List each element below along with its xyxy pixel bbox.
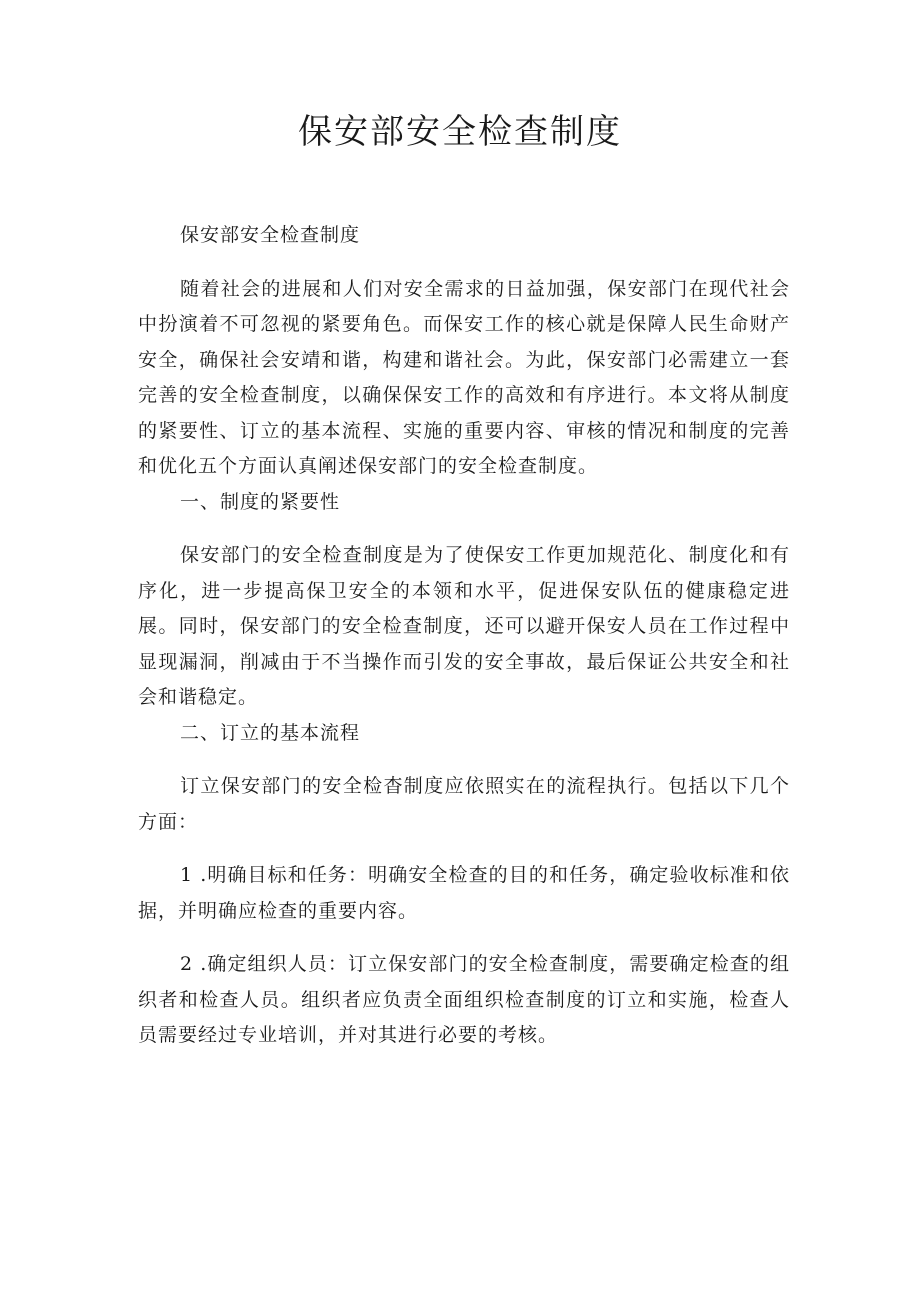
intro-paragraph: 随着社会的进展和人们对安全需求的日益加强，保安部门在现代社会中扮演着不可忽视的紧要角色。而保安工作的核心就是保障人民生命财产安全，确保社会安靖和谐，构建和谐社会。为此，保安部门必需建立一套完善的安全检查制度，以确保保安工作的高效和有序进行。本文将从制度的紧要性、订立的基本流程、实施的重要内容、审核的情况和制度的完善和优化五个方面认真阐述保安部门的安全检查制度。 xyxy=(138,277,790,477)
list-item-1: 1 .明确目标和任务：明确安全检查的目的和任务，确定验收标准和依据，并明确应检查的重要内容。 xyxy=(138,864,790,922)
section-heading-importance: 一、制度的紧要性 xyxy=(180,490,341,513)
document-body xyxy=(138,218,790,1054)
section-heading-process: 二、订立的基本流程 xyxy=(180,721,361,744)
document-title: 保安部安全检查制度 xyxy=(298,112,622,152)
section-body-importance: 保安部门的安全检查制度是为了使保安工作更加规范化、制度化和有序化，进一步提高保卫安全的本领和水平，促进保安队伍的健康稳定进展。同时，保安部门的安全检查制度，还可以避开保安人员在工作过程中显现漏洞，削减由于不当操作而引发的安全事故，最后保证公共安全和社会和谐稳定。 xyxy=(138,544,790,708)
section-body-process: 订立保安部门的安全检杳制度应依照实在的流程执行。包括以下几个方面： xyxy=(138,775,790,833)
list-item-2: 2 .确定组织人员：订立保安部门的安全检查制度，需要确定检查的组织者和检查人员。组织者应负责全面组织检查制度的订立和实施，检查人员需要经过专业培训，并对其进行必要的考核。 xyxy=(138,953,790,1046)
document-subtitle: 保安部安全检查制度 xyxy=(180,224,361,246)
